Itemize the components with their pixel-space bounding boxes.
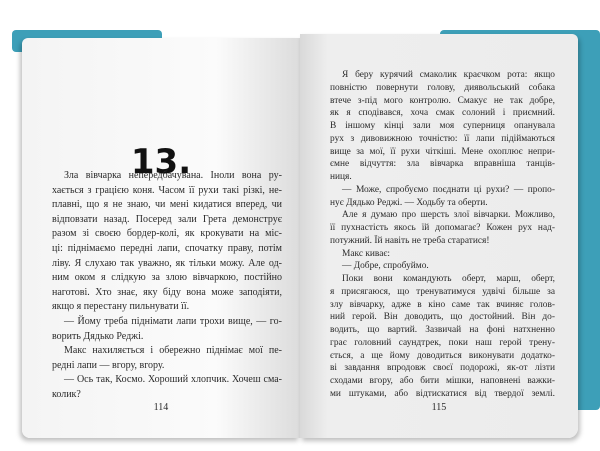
- text-line: її пухнастість якось їй допомагає? Кожен рух над-: [330, 223, 555, 233]
- text-line: Я беру курячий смаколик краєчком рота: якщо: [342, 70, 555, 80]
- right-page: [300, 34, 578, 438]
- text-line: Макс киває:: [342, 248, 390, 259]
- text-line: — Добре, спробуймо.: [342, 261, 429, 272]
- text-line: ворить Дядько Реджі.: [52, 330, 144, 342]
- text-line: вище за мої, її рухи чіткіші. Мене охоплює непри-: [330, 146, 555, 157]
- text-line: повністю повернути голову, диявольський собака: [330, 82, 555, 93]
- text-line: ниця.: [330, 172, 352, 182]
- text-line: ємне відчуття: зла вівчарка вправніша танців-: [330, 159, 555, 170]
- text-line: ліву. Я слухаю так уважно, як тільки можу. Але од-: [52, 257, 282, 269]
- text-line: — Ось так, Космо. Хороший хлопчик. Хочеш сма-: [64, 374, 282, 386]
- text-line: я присягаюся, що тренуватимуся удвічі більше за: [330, 286, 555, 297]
- text-line: наготові. Хто знає, яку біду вона може заподіяти,: [52, 286, 282, 298]
- text-line: разом зі своєю бордер-колі, як крокувати на міс-: [52, 228, 282, 240]
- text-line: — Може, спробуємо поєднати ці рухи? — пропо-: [342, 184, 555, 195]
- text-line: ним оком я слідкую за злою вівчаркою, постійно: [52, 272, 282, 284]
- text-line: Але я думаю про шерсть злої вівчарки. Можливо,: [342, 210, 555, 221]
- right-page-text: [330, 69, 555, 401]
- left-page-text: [52, 169, 282, 403]
- text-line: плавні, що я не знаю, чи мені кидатися вперед, чи: [52, 199, 282, 211]
- text-line: ний герой. Він доводить, що достойний. Він до-: [330, 312, 555, 323]
- text-line: якщо я перестану пильнувати її.: [52, 301, 190, 313]
- text-line: рух з дивовижною точністю: її лапи підіймаються: [330, 133, 555, 144]
- text-line: Поки вони командують оберт, марш, оберт,: [342, 274, 555, 284]
- text-line: редні лапи — вгору, вгору.: [52, 359, 165, 371]
- text-line: відповзати назад. Посеред зали Грета демонструє: [52, 213, 282, 225]
- text-line: хається з грацією коня. Часом її рухи такі різкі, не-: [52, 184, 282, 196]
- text-line: Зла вівчарка непередбачувана. Іноли вона ру-: [64, 170, 282, 181]
- text-line: нує Дядько Реджі. — Ходьбу та оберти.: [330, 197, 488, 208]
- text-line: Макс нахиляється і обережно піднімає мої пе-: [64, 345, 282, 357]
- text-line: сходами вгору, або бити мішки, наповнені важки-: [330, 376, 555, 386]
- page-number: 114: [153, 402, 169, 413]
- chapter-number: 13.: [130, 142, 192, 182]
- text-line: колик?: [52, 388, 81, 400]
- text-line: ми штуками, або відтискатися від твердої землі.: [330, 388, 555, 399]
- text-line: ві завдання впродовж своєї подорожі, як-от лізти: [330, 363, 555, 374]
- text-line: втече з-під мого контролю. Смакує не так добре,: [330, 95, 555, 106]
- text-line: грає головний саундтрек, поки наш герой трену-: [330, 337, 555, 348]
- text-line: водить, що вартий. Зазвичай на фоні натхненно: [330, 325, 555, 335]
- text-line: В іншому кінці зали моя суперниця опанувала: [330, 121, 555, 131]
- text-line: потужний. Їй навіть не треба старатися!: [330, 235, 490, 246]
- text-line: — Йому треба піднімати лапи трохи вище, — го-: [64, 315, 282, 327]
- text-line: ці: піднімаємо передні лапи, спочатку праву, потім: [52, 242, 282, 254]
- text-line: ється, а ще йому доводиться виконувати додатко-: [330, 350, 555, 361]
- text-line: злу вівчарку, адже в кіно саме так вчиняє голов-: [330, 299, 555, 310]
- left-page: [22, 38, 300, 438]
- page-number: 115: [431, 402, 447, 413]
- text-line: як я сподівався, хоча смак солоний і приємний.: [330, 108, 555, 119]
